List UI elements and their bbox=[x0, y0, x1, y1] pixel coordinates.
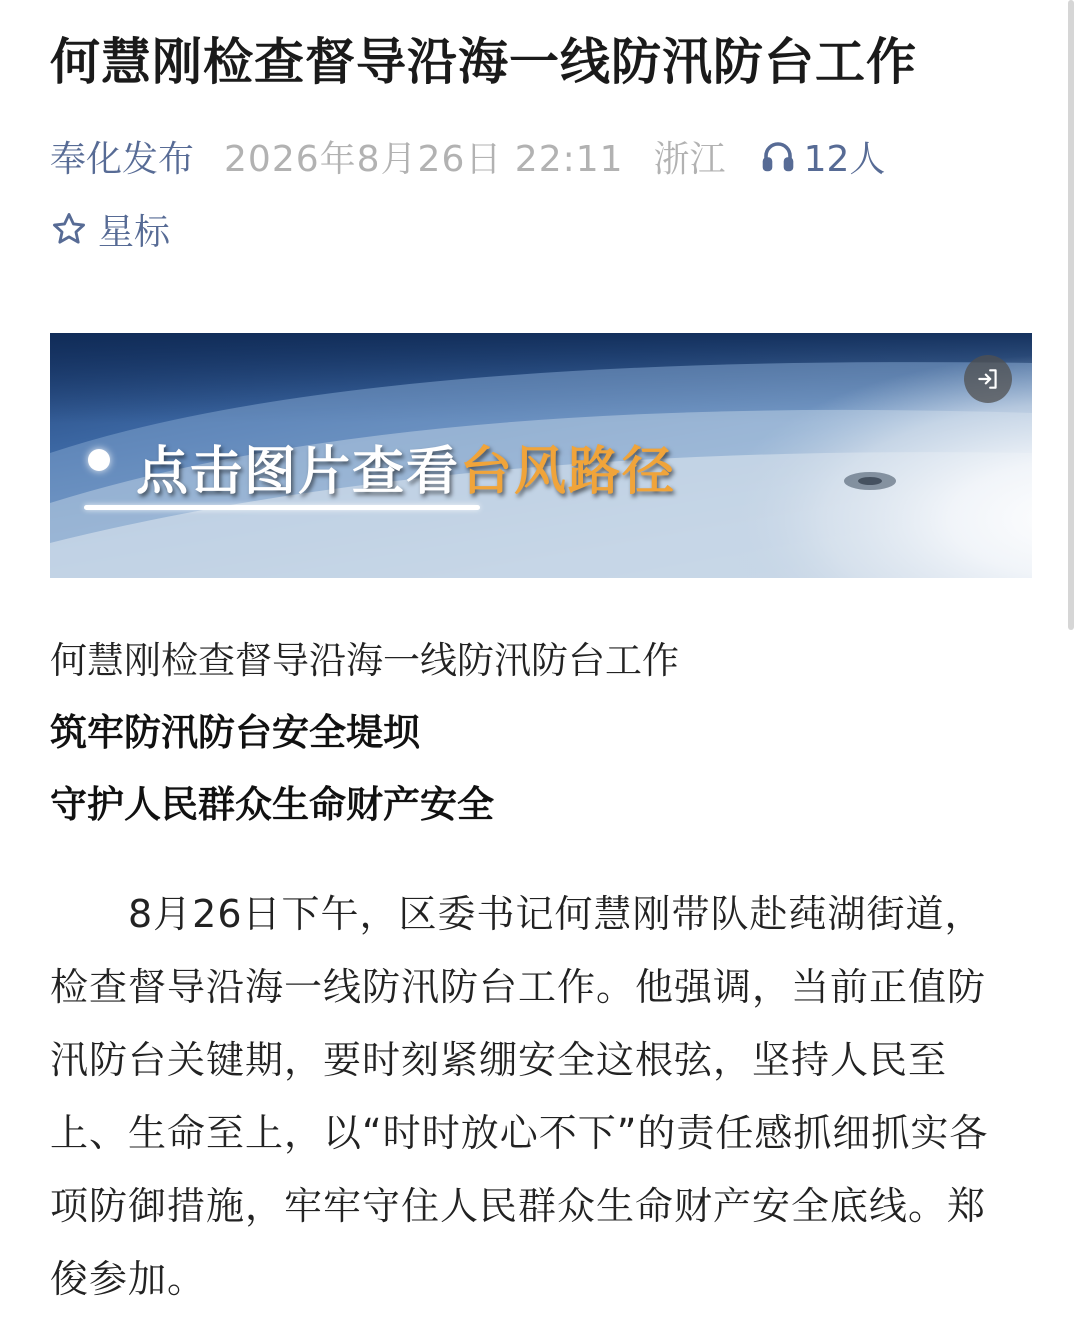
typhoon-banner-image[interactable] bbox=[50, 333, 1032, 578]
star-button[interactable] bbox=[50, 204, 170, 254]
headline-line-2: 守护人民群众生命财产安全 bbox=[50, 783, 494, 826]
headphones-icon bbox=[760, 138, 796, 174]
article-intro bbox=[50, 625, 1032, 841]
paragraph-line: 项防御措施，牢牢守住人民群众生命财产安全底线。郑 bbox=[50, 1184, 987, 1228]
caption-underline bbox=[84, 505, 480, 510]
caption-bullet bbox=[88, 449, 110, 471]
paragraph-line: 汛防台关键期，要时刻紧绷安全这根弦，坚持人民至 bbox=[50, 1038, 948, 1082]
article-paragraph bbox=[50, 878, 1032, 1316]
article-title: 何慧刚检查督导沿海一线防汛防台工作 bbox=[50, 33, 917, 91]
banner-caption-highlight: 台风路径 bbox=[460, 442, 677, 502]
headline-line-1: 筑牢防汛防台安全堤坝 bbox=[50, 711, 420, 754]
listener-count: 12人 bbox=[803, 138, 886, 180]
account-name-link[interactable]: 奉化发布 bbox=[50, 138, 195, 180]
star-label: 星标 bbox=[98, 211, 171, 253]
publish-date: 2026年8月26日 22:11 bbox=[224, 138, 624, 180]
article-meta bbox=[50, 130, 885, 182]
paragraph-line: 检查督导沿海一线防汛防台工作。他强调，当前正值防 bbox=[50, 965, 987, 1009]
banner-caption-main: 点击图片查看 bbox=[136, 442, 461, 502]
paragraph-line: 俊参加。 bbox=[50, 1257, 207, 1301]
paragraph-line: 上、生命至上，以“时时放心不下”的责任感抓细抓实各 bbox=[50, 1111, 989, 1155]
article-subtitle: 何慧刚检查督导沿海一线防汛防台工作 bbox=[50, 639, 679, 682]
publish-region: 浙江 bbox=[653, 138, 726, 180]
paragraph-line: 8月26日下午，区委书记何慧刚带队赴莼湖街道， bbox=[50, 892, 984, 936]
exit-icon bbox=[975, 366, 1001, 392]
banner-caption bbox=[136, 429, 676, 504]
star-icon bbox=[50, 210, 88, 248]
listen-button[interactable] bbox=[760, 131, 886, 182]
scrollbar[interactable] bbox=[1068, 0, 1074, 630]
exit-fullscreen-button[interactable] bbox=[964, 355, 1012, 403]
